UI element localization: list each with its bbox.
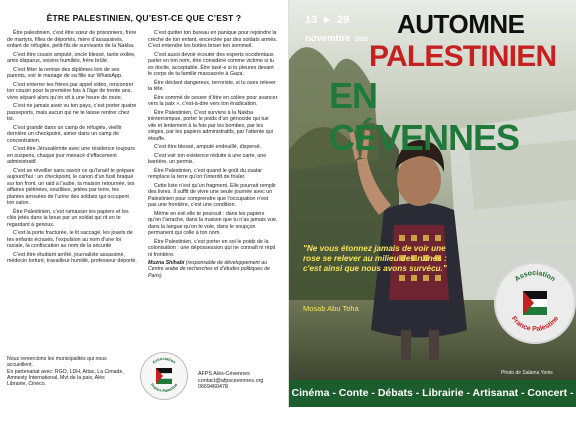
paragraph: C’est aussi devoir écouter des experts occidentaux parler en ton nom, être considéré comme victime si tu es docile, acceptable. Être taxé·e si tu pleures devant le corps de ta famille massacrée à Gaza.: [148, 51, 275, 77]
poster-quote: "Ne vous étonnez jamais de voir une rose se relever au milieu des ruines : c'est ainsi que nous avons survécu.": [303, 244, 447, 273]
paragraph: Être déclaré dangereux, terroriste, si tu oses relever la tête.: [148, 79, 276, 92]
article-column-1: [7, 30, 137, 267]
paragraph: C’est être étudiant arrêté, journaliste assassiné, médecin torturé, travailleur humilié, professeur déporté.: [7, 251, 137, 264]
logo-top-text: Association: [151, 355, 177, 365]
activities-bar: Cinéma - Conte - Débats - Librairie - Artisanat - Concert - Repas: [289, 380, 576, 407]
paragraph: Être palestinien, c’est être sœur de prisonniers, frère de martyrs, filles de déportés, mère d’assassinés, enfant de réfugiés, petit-fils de survivants de la Nakba.: [7, 30, 137, 49]
afps-logo-small: [140, 352, 188, 400]
logo-bottom-text: France Palestine: [509, 315, 561, 334]
paragraph: Cette liste n’est qu’un fragment. Elle pourrait remplir des livres. Il suffit de vivre une seule journée avec un Palestinien pour comprendre que l’occupation n’est pas une frontière, c’est une condition.: [148, 182, 276, 208]
partners-text: En partenariat avec: RGO, LDH, Attac, La Cimade, Amnesty International, Mvt de la paix, Alès Librairie, Cinéco.: [7, 368, 124, 388]
paragraph: C’est être blessé, amputé endeuillé, dispersé.: [154, 144, 262, 150]
paragraph: C’est grandir dans un camp de réfugiés, vieillir dernière un checkpoint, aimer dans un camp de concentration.: [7, 124, 122, 144]
arrow-right-icon: ►: [321, 14, 333, 26]
poster-panel: [289, 0, 576, 426]
palestine-flag-icon: [523, 291, 547, 315]
event-month: novembre: [305, 33, 351, 44]
logo-ring-text-large: [496, 264, 574, 342]
paragraph: Même en exil elle te poursuit : dans les papiers qu’on t’arrache, dans la maison que tu n’as jamais vue, dans la langue qu’on te vole, dans le soupçon permanent qui colle à ton nom.: [148, 210, 278, 236]
paragraph: C’est quitter ton bureau en panique pour rejoindre la crèche de ton enfant, encerclée par des soldats armés. C’est entendre les bottes briser ton sommeil.: [148, 30, 278, 49]
thanks-text: Nous remercions les municipalités qui nous accueillent.: [7, 356, 107, 369]
title-line-1: AUTOMNE: [397, 9, 525, 39]
photo-credit: Photo de Salama Yonis: [501, 370, 553, 376]
svg-text:Association: [151, 356, 177, 365]
paragraph: Être sommé de cesser d’être en colère pour avancer vers la paix », c’est-à-dire vers ton éradication.: [148, 94, 278, 107]
contact-email[interactable]: contact@afpscevennes.org: [198, 377, 264, 384]
paragraph: C’est enterrer tes frères par appel vidéo, rencontrer ton cousin pour la première fois à l’âge de trente ans, vivre séparé alors qu’on vit à une heure de route.: [7, 81, 134, 101]
paragraph: C’est voir ton existence réduite à une carte, une barrière, un permis.: [148, 152, 267, 165]
article-signature: [148, 260, 278, 279]
article-column-2: [148, 30, 278, 279]
logo-bottom-text: France Palestine: [149, 382, 179, 394]
text-panel: [0, 0, 288, 407]
paragraph: C’est être Jérusalémite avec une résidence toujours en suspens, chaque jour menacé d’effacement administratif.: [7, 146, 135, 165]
org-name: AFPS Alès-Cévennes: [198, 371, 250, 377]
paragraph: C’est ne jamais avoir vu ton pays, c’est porter quatre passeports, mais aucun qui ne te laisse rentrer chez toi.: [7, 103, 137, 122]
event-year: 2025: [354, 37, 369, 43]
paragraph: C’est être cousin amputé, oncle blessé, tante exilée, amis disparus, voisins humiliés, frère brûlé.: [7, 51, 136, 64]
author-affiliation: (responsable de développement au Centre arabe de recherches et d’études politiques de Paris): [148, 260, 270, 279]
svg-text:Association: [514, 270, 557, 283]
paragraph: C’est se réveiller sans savoir ce qu’Israël te prépare aujourd’hui : un checkpoint, le canon d’un fusil braqué sur ton front, un raid à l’aube, ta maison retournée, tes affaires piétinées, souillées, jetées par terre, tes plantes arrosées de l’urine des soldats qui occupent ton salon.: [7, 167, 135, 206]
event-dates: [305, 10, 368, 46]
logo-top-text: Association: [513, 269, 557, 284]
svg-text:France Palestine: [510, 315, 560, 333]
title-line-3: EN CÉVENNES: [329, 75, 520, 158]
paragraph: Être Palestinien, c’est ramasser les papiers et les clés jetés dans la boue par un soldat qui rit en te regardant à genoux.: [7, 208, 129, 228]
contact-block: [198, 371, 263, 391]
author-name: Muzna Shihabi: [148, 260, 185, 266]
paragraph: Être Palestinien, c’est porter en soi le poids de la colonisation : une dépossession qui ne connaît ni répit ni frontière.: [148, 238, 276, 258]
quote-author: Mosab Abu Toha: [303, 304, 359, 313]
paragraph: C’est fêter la remise des diplômes loin de ses parents, voir le mariage de sa fille sur WhatsApp.: [7, 66, 123, 79]
date-end: 29: [337, 14, 350, 26]
afps-logo: [494, 262, 576, 344]
paragraph: Être Palestinien, C’est survivre à la Nakba ininterrompue, porter le poids d’un génocide qui tue vite et lentement à la fois par les bombes, par les sièges, par les papiers administratifs, par l’attente qui étouffe.: [148, 109, 273, 142]
article-heading: ÊTRE PALESTINIEN, QU’EST-CE QUE C’EST ?: [46, 13, 242, 23]
title-line-2: PALESTINIEN: [369, 40, 557, 73]
paragraph: Être Palestinien, c’est quand le goût du zaatar remplace la terre qu’on t’interdit de fouler.: [148, 167, 263, 180]
partners-footer: [7, 356, 125, 387]
date-start: 13: [305, 14, 318, 26]
contact-phone: 0669460478: [198, 384, 228, 391]
palestine-flag-icon: [156, 368, 172, 384]
paragraph: C’est la porte fracturée, le lit saccagé, les jouets de tes enfants écrasés, l’expulsion au nom d’une loi raciale, la confiscation au nom de la sécurité: [7, 230, 133, 249]
